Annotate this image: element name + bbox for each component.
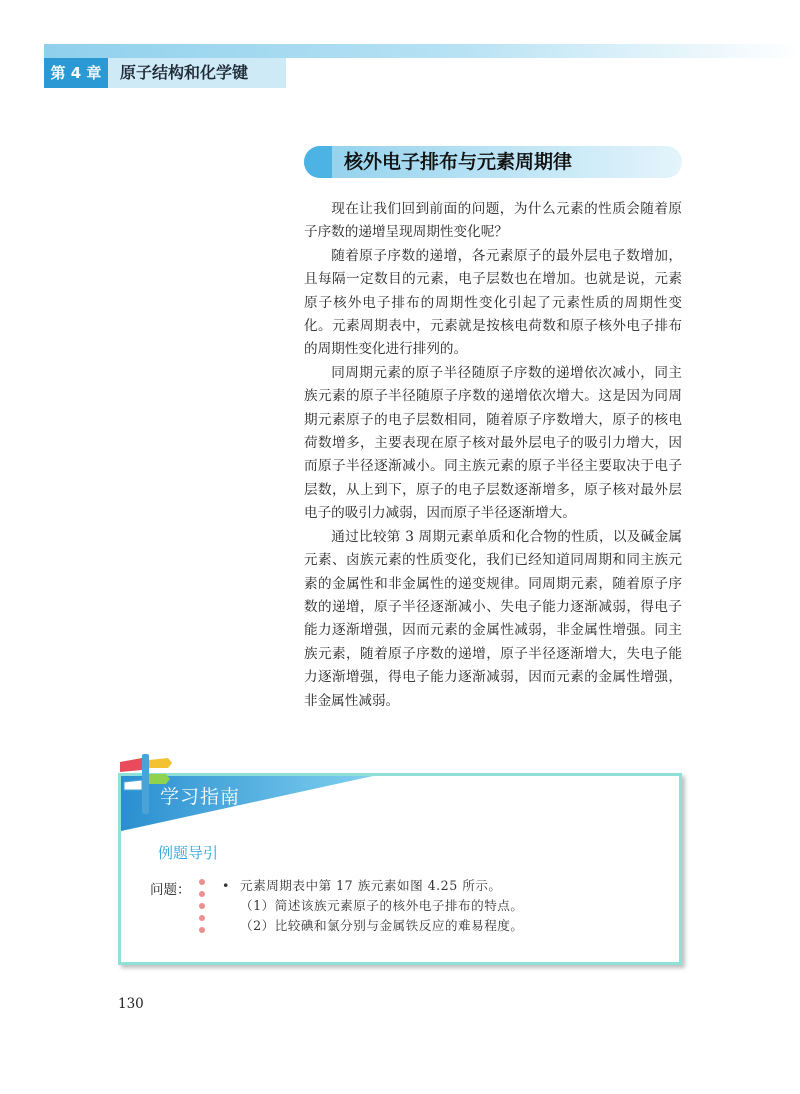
question-sub-1: （1）简述该族元素原子的核外电子排布的特点。 — [240, 898, 524, 913]
body-text — [304, 198, 682, 713]
example-subheading: 例题导引 — [158, 844, 219, 862]
chapter-number: 第 4 章 — [44, 58, 108, 88]
section-title: 核外电子排布与元素周期律 — [344, 151, 573, 173]
question-label: 问题： — [150, 882, 191, 898]
paragraph: 同周期元素的原子半径随原子序数的递增依次减小，同主族元素的原子半径随原子序数的递增依次增大。这是因为同周期元素原子的电子层数相同，随着原子序数增大，原子的核电荷数增多，主要表现在原子核对最外层电子的吸引力增大，因而原子半径逐渐减小。同主族元素的原子半径主要取决于电子层数，从上到下，原子的电子层数逐渐增多，原子核对最外层电子的吸引力减弱，因而原子半径逐渐增大。 — [304, 364, 682, 522]
decorative-dots — [199, 879, 209, 939]
header-top-bar — [44, 44, 800, 58]
section-title-tab — [304, 146, 332, 178]
page-number: 130 — [118, 996, 144, 1012]
question-sub-2: （2）比较碘和氯分别与金属铁反应的难易程度。 — [240, 918, 524, 933]
study-guide-label: 学习指南 — [160, 786, 241, 808]
question-main-line: • 元素周期表中第 17 族元素如图 4.25 所示。 — [222, 876, 523, 896]
paragraph: 现在让我们回到前面的问题，为什么元素的性质会随着原子序数的递增呈现周期性变化呢？ — [304, 201, 682, 241]
question-text — [222, 876, 523, 936]
chapter-title: 原子结构和化学键 — [108, 58, 286, 88]
section-title-bar — [304, 146, 682, 178]
paragraph: 随着原子序数的递增，各元素原子的最外层电子数增加，且每隔一定数目的元素，电子层数也在增加。也就是说，元素原子核外电子排布的周期性变化引起了元素性质的周期性变化。元素周期表中，元素就是按核电荷数和原子核外电子排布的周期性变化进行排列的。 — [304, 247, 682, 358]
paragraph: 通过比较第 3 周期元素单质和化合物的性质，以及碱金属元素、卤族元素的性质变化，我们已经知道同周期和同主族元素的金属性和非金属性的递变规律。同周期元素，随着原子序数的递增，原子半径逐渐减小、失电子能力逐渐减弱，得电子能力逐渐增强，因而元素的金属性减弱，非金属性增强。同主族元素，随着原子序数的递增，原子半径逐渐增大，失电子能力逐渐增强，得电子能力逐渐减弱，因而元素的金属性增强，非金属性减弱。 — [304, 528, 682, 709]
bullet-icon: • — [222, 878, 230, 893]
